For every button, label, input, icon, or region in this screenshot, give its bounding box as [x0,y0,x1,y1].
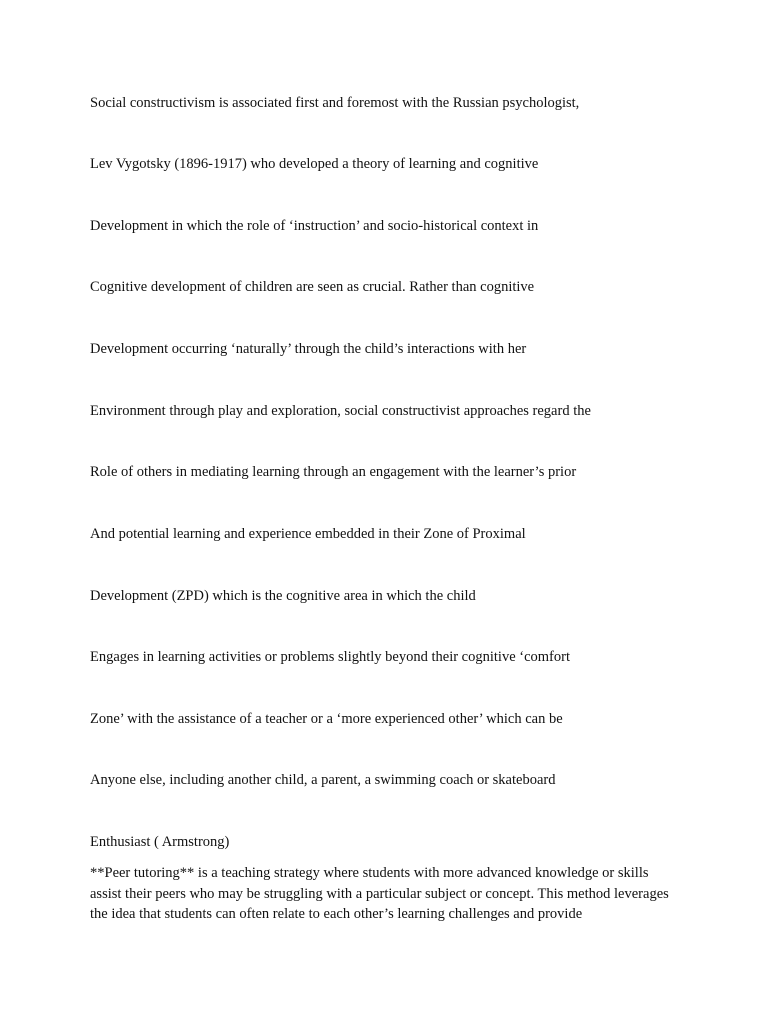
text-line: Development occurring ‘naturally’ through the child’s interactions with her [90,341,527,357]
text-line: Social constructivism is associated first and foremost with the Russian psychologist, [90,95,580,111]
text-line: And potential learning and experience embedded in their Zone of Proximal [90,526,526,542]
text-line: Role of others in mediating learning through an engagement with the learner’s prior [90,464,577,480]
text-line: Cognitive development of children are seen as crucial. Rather than cognitive [90,279,535,295]
text-line: Engages in learning activities or problems slightly beyond their cognitive ‘comfort [90,649,570,665]
peer-tutoring-paragraph: **Peer tutoring** is a teaching strategy where students with more advanced knowledge or skills assist their peers who may be struggling with a particular subject or concept. This method leverages the idea that students can often relate to each other’s learning challenges and provide [90,865,669,922]
text-line: Enthusiast ( Armstrong) [90,834,230,850]
text-line: Development in which the role of ‘instruction’ and socio-historical context in [90,218,539,234]
text-line: Lev Vygotsky (1896-1917) who developed a theory of learning and cognitive [90,156,539,172]
text-line: Anyone else, including another child, a parent, a swimming coach or skateboard [90,772,556,788]
text-line: Environment through play and exploration, social constructivist approaches regard the [90,403,591,419]
text-line: Development (ZPD) which is the cognitive area in which the child [90,588,476,604]
text-line: Zone’ with the assistance of a teacher or a ‘more experienced other’ which can be [90,711,563,727]
